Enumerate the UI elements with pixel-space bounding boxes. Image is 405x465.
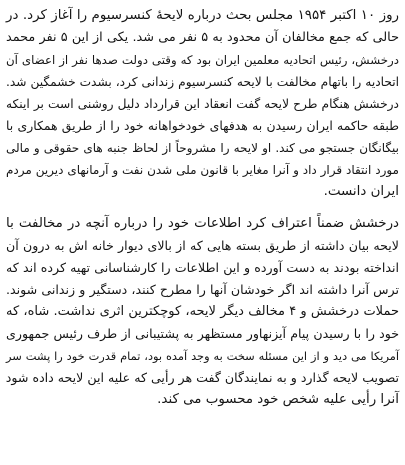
- text-line: اتحادیه را باتهام مخالفت با لایحه کنسرسیوم زندانی کرد، بشدت خشمگین شد.: [6, 75, 399, 89]
- text-line: آمریکا می دید و از این مسئله سخت به وجد آمده بود، تمام قدرت خود را پشت سر: [6, 349, 399, 363]
- text-line: آنرا رأیی علیه شخص خود محسوب می کند.: [157, 392, 399, 407]
- text-line: روز ۱۰ اکتبر ۱۹۵۴ مجلس بحث درباره لایحهٔ کنسرسیوم را آغاز کرد. در: [6, 8, 400, 23]
- text-line: تصویب لایحه گذارد و به نمایندگان گفت هر رأیی که علیه این لایحه داده شود: [5, 370, 399, 385]
- text-line: لایحه بیان داشته از طریق بسته هایی که از بالای دیوار خانه اش به درون آن: [6, 238, 399, 253]
- text-line: حالی که جمع مخالفان آن محدود به ۵ نفر می شد. یکی از این ۵ نفر محمد: [6, 30, 399, 45]
- text-line: حملات درخشش و ۴ مخالف دیگر لایحه، کوچکترین اثری نداشت. شاه، که: [6, 304, 399, 319]
- text-line: انداخته بودند به دست آورده و این اطلاعات را کارشناسانی تهیه کرده اند که: [6, 260, 399, 275]
- text-line: طبقه حاکمه ایران رسیدن به هدفهای خودخواهانه خود را از طریق همکاری با: [6, 118, 399, 133]
- paragraph-1: [6, 5, 399, 203]
- text-line: مورد انتقاد قرار داد و آنرا مغایر با قانون ملی شدن نفت و آرمانهای دیرین مردم: [6, 163, 399, 177]
- text-line: بیگانگان جستجو می کند. او لایحه را مشروحاً از لحاظ جنبه های حقوقی و مالی: [6, 141, 399, 155]
- text-line: ترس آنرا داشته اند اگر خودشان آنها را مطرح کنند، دستگیر و زندانی شوند.: [6, 282, 399, 297]
- text-line: خود را با رسیدن پیام آیزنهاور مستظهر به پشتیبانی از طرف رئیس جمهوری: [6, 326, 399, 341]
- text-line: درخشش ضمناً اعتراف کرد اطلاعات خود را درباره آنچه در مخالفت با: [6, 216, 399, 231]
- text-line: ایران دانست.: [323, 184, 399, 199]
- text-line: درخشش، رئیس اتحادیه معلمین ایران بود که وقتی دولت صدها نفر از اعضای آن: [6, 53, 399, 67]
- text-line: درخشش هنگام طرح لایحه گفت انعقاد این قرارداد دلیل روشنی است بر اینکه: [6, 97, 399, 111]
- paragraph-2: [6, 213, 399, 411]
